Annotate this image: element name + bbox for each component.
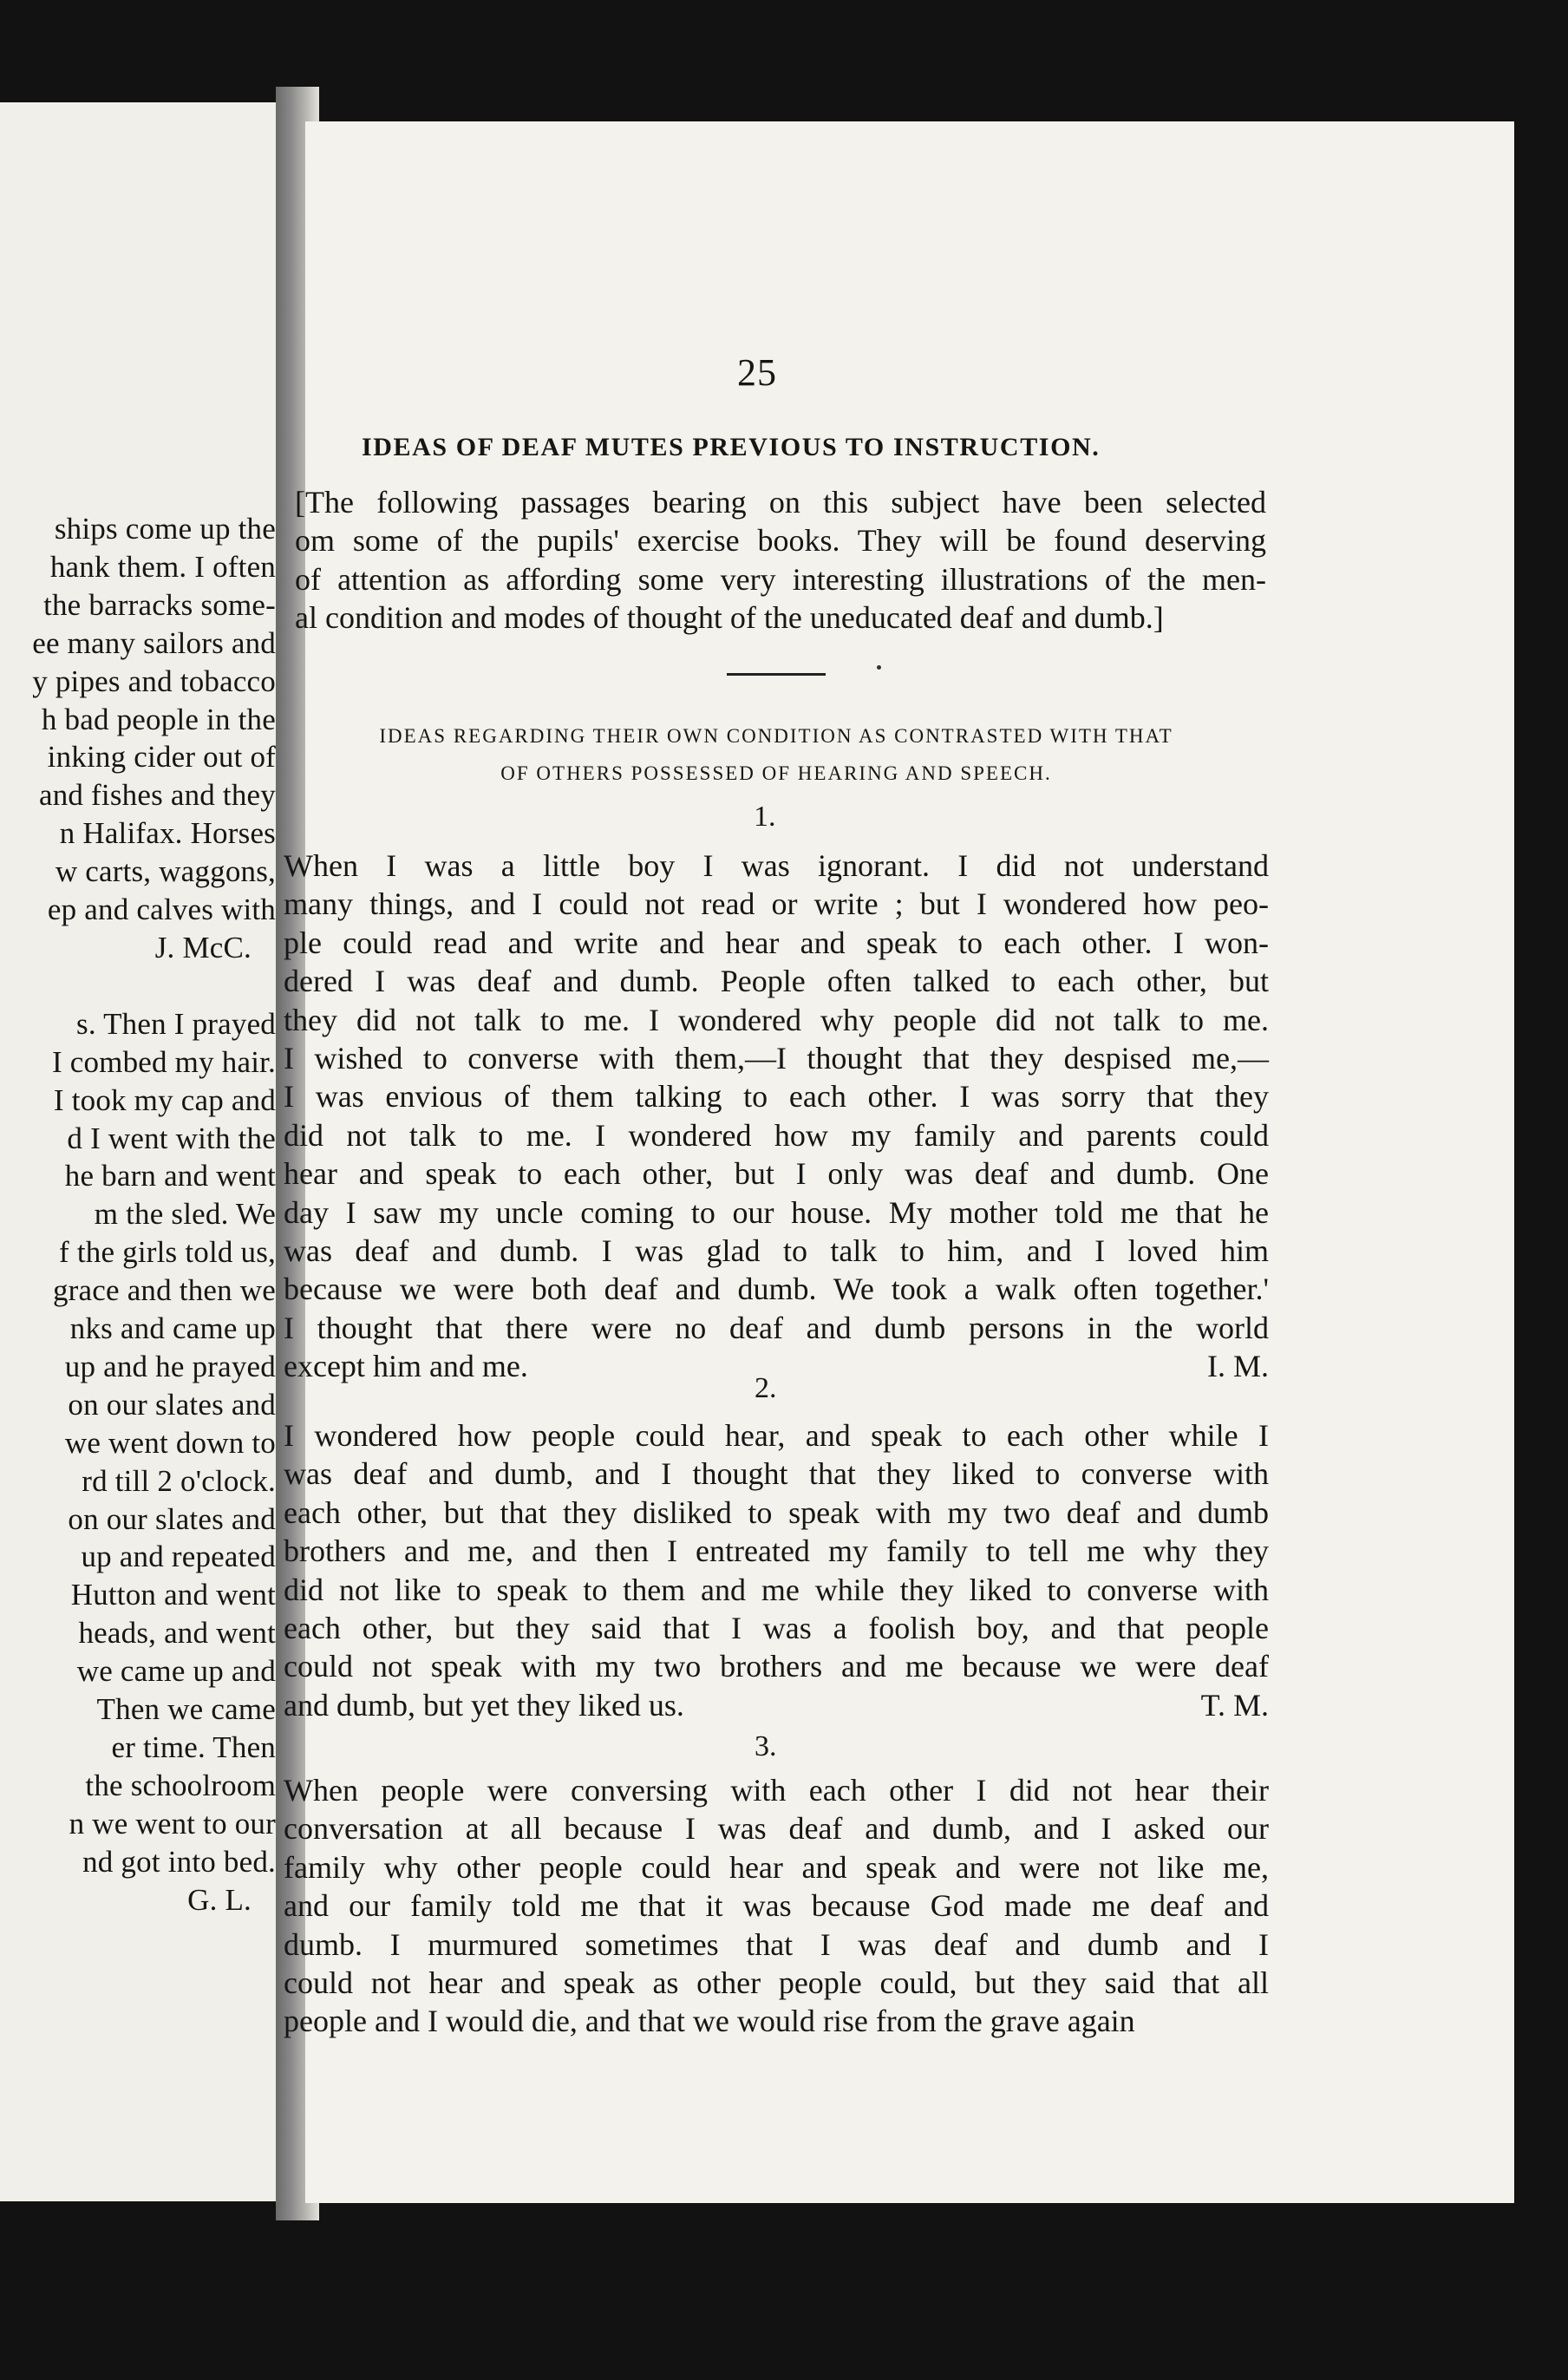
previous-page-line: on our slates and [68, 1501, 276, 1536]
passage-line [284, 885, 1269, 923]
passage-line [284, 1039, 1269, 1077]
previous-page-line: inking cider out of [47, 740, 276, 775]
previous-page-line: nks and came up [69, 1311, 276, 1346]
passage-line-text: each other, but they said that I was a foolish boy, and that people [284, 1611, 1269, 1646]
passage-line-text: family why other people could hear and speak and were not like me, [284, 1849, 1269, 1885]
previous-page [0, 102, 291, 2201]
passage-line [284, 1964, 1269, 2002]
passage-line [284, 1455, 1269, 1493]
previous-page-line: he barn and went [64, 1159, 276, 1193]
passage-number: 1. [754, 801, 776, 833]
previous-page-line: G. L. [187, 1882, 252, 1917]
passage-line [284, 1571, 1269, 1609]
editorial-note-line: [The following passages bearing on this subject have been selected [295, 485, 1266, 520]
passage-line-text: dered I was deaf and dumb. People often talked to each other, but [284, 964, 1269, 999]
previous-page-line: ee many sailors and [32, 625, 276, 660]
previous-page-line: I took my cap and [53, 1082, 276, 1117]
passage-3 [284, 1771, 1269, 2041]
passage-line-text: ple could read and write and hear and speak to each other. I won- [284, 925, 1269, 960]
passage-line-text: each other, but that they disliked to speak with my two deaf and dumb [284, 1494, 1269, 1530]
passage-line [284, 1886, 1269, 1925]
previous-page-line: heads, and went [78, 1616, 276, 1651]
passage-line-text: did not like to speak to them and me while they liked to converse with [284, 1572, 1269, 1607]
previous-page-line: the barracks some- [43, 587, 276, 622]
passage-line [284, 1771, 1269, 1809]
editorial-note-line: om some of the pupils' exercise books. They will be found deserving [295, 523, 1266, 559]
passage-line [284, 1193, 1269, 1232]
passage-line [284, 1232, 1269, 1270]
passage-line [284, 1809, 1269, 1847]
passage-line-text: could not hear and speak as other people could, but they said that all [284, 1965, 1269, 2001]
previous-page-line: nd got into bed. [82, 1844, 276, 1879]
previous-page-line: rd till 2 o'clock. [82, 1463, 276, 1498]
passage-line [284, 924, 1269, 962]
page-number: 25 [737, 351, 777, 394]
passage-line [284, 1647, 1269, 1685]
previous-page-line: er time. Then [111, 1730, 276, 1764]
previous-page-line: m the sled. We [94, 1197, 276, 1232]
passage-line-text: many things, and I could not read or write ; but I wondered how peo- [284, 886, 1269, 922]
passage-line-text: I was envious of them talking to each other. I was sorry that they [284, 1079, 1269, 1115]
passage-line-text: because we were both deaf and dumb. We took a walk often together.' [284, 1272, 1269, 1307]
previous-page-line: grace and then we [52, 1273, 276, 1308]
separator-rule [727, 673, 826, 676]
previous-page-line: on our slates and [68, 1387, 276, 1422]
passage-line-text: they did not talk to me. I wondered why people did not talk to me. [284, 1002, 1269, 1037]
passage-line [284, 1116, 1269, 1154]
editorial-note [295, 483, 1266, 638]
passage-line-text: did not talk to me. I wondered how my family and parents could [284, 1117, 1269, 1153]
previous-page-line: I combed my hair. [51, 1044, 276, 1079]
passage-line-text: When people were conversing with each other I did not hear their [284, 1773, 1269, 1808]
previous-page-line: d I went with the [67, 1121, 276, 1155]
passage-line [284, 1609, 1269, 1647]
previous-page-line: h bad people in the [41, 702, 276, 736]
previous-page-line: Then we came [96, 1692, 276, 1727]
section-heading-line: IDEAS REGARDING THEIR OWN CONDITION AS CONTRASTED WITH THAT [379, 725, 1173, 747]
editorial-note-line: of attention as affording some very interesting illustrations of the men- [295, 561, 1266, 597]
author-initials: T. M. [1200, 1687, 1269, 1723]
passage-line [284, 1848, 1269, 1886]
editorial-note-line: al condition and modes of thought of the uneducated deaf and dumb.] [295, 600, 1164, 636]
passage-line [284, 962, 1269, 1000]
ink-speck [877, 665, 881, 670]
passage-line-text: except him and me. [284, 1349, 528, 1384]
passage-line-text: I thought that there were no deaf and dumb persons in the world [284, 1310, 1269, 1345]
passage-line [284, 847, 1269, 885]
previous-page-line: w carts, waggons, [55, 854, 276, 889]
previous-page-line: y pipes and tobacco [32, 664, 276, 698]
previous-page-line: Hutton and went [70, 1578, 276, 1612]
passage-line-text: hear and speak to each other, but I only was deaf and dumb. One [284, 1156, 1269, 1192]
passage-line [284, 1077, 1269, 1115]
section-heading-line: OF OTHERS POSSESSED OF HEARING AND SPEECH. [500, 762, 1052, 784]
previous-page-line: J. McC. [154, 930, 252, 964]
article-title: IDEAS OF DEAF MUTES PREVIOUS TO INSTRUCTION. [362, 433, 1101, 461]
passage-line [284, 1494, 1269, 1532]
previous-page-line: ep and calves with [47, 892, 276, 927]
passage-line-text: brothers and me, and then I entreated my family to tell me why they [284, 1533, 1269, 1569]
passage-line-text: was deaf and dumb. I was glad to talk to him, and I loved him [284, 1233, 1269, 1269]
previous-page-line: up and repeated [81, 1540, 276, 1574]
passage-line-text: When I was a little boy I was ignorant. I did not understand [284, 848, 1269, 883]
passage-line [284, 1686, 1269, 1724]
passage-line-text: I wondered how people could hear, and speak to each other while I [284, 1418, 1269, 1453]
previous-page-line: the schoolroom [85, 1768, 276, 1802]
passage-line [284, 1532, 1269, 1570]
previous-page-line: hank them. I often [49, 549, 276, 584]
passage-line [284, 1270, 1269, 1308]
passage-line-text: and dumb, but yet they liked us. [284, 1687, 684, 1723]
previous-page-line: f the girls told us, [59, 1235, 276, 1270]
previous-page-line [0, 967, 276, 1005]
previous-page-line: and fishes and they [38, 778, 276, 813]
passage-1 [284, 847, 1269, 1386]
passage-line-text: people and I would die, and that we would rise from the grave again [284, 2004, 1135, 2039]
passage-2 [284, 1416, 1269, 1724]
passage-number: 2. [755, 1372, 777, 1404]
passage-line-text: conversation at all because I was deaf and dumb, and I asked our [284, 1811, 1269, 1847]
previous-page-line: up and he prayed [64, 1349, 276, 1383]
passage-line-text: I wished to converse with them,—I thought that they despised me,— [284, 1041, 1269, 1076]
passage-line-text: dumb. I murmured sometimes that I was deaf and dumb and I [284, 1926, 1269, 1962]
section-heading [284, 717, 1269, 792]
passage-line-text: was deaf and dumb, and I thought that they liked to converse with [284, 1456, 1269, 1492]
passage-line [284, 2002, 1269, 2040]
passage-line [284, 1309, 1269, 1347]
previous-page-line: n we went to our [69, 1806, 276, 1841]
passage-line-text: day I saw my uncle coming to our house. My mother told me that he [284, 1194, 1269, 1230]
passage-line [284, 1416, 1269, 1455]
passage-number: 3. [755, 1730, 777, 1762]
passage-line [284, 1926, 1269, 1964]
previous-page-text [0, 510, 276, 1919]
passage-line [284, 1154, 1269, 1193]
previous-page-line: we came up and [76, 1654, 276, 1689]
previous-page-line: ships come up the [54, 512, 276, 546]
previous-page-line: we went down to [64, 1425, 276, 1460]
passage-line-text: could not speak with my two brothers and me because we were deaf [284, 1649, 1269, 1684]
previous-page-line: s. Then I prayed [76, 1006, 276, 1041]
passage-line [284, 1001, 1269, 1039]
passage-line-text: and our family told me that it was because God made me deaf and [284, 1888, 1269, 1924]
author-initials: I. M. [1207, 1349, 1269, 1384]
previous-page-line: n Halifax. Horses [59, 816, 276, 851]
